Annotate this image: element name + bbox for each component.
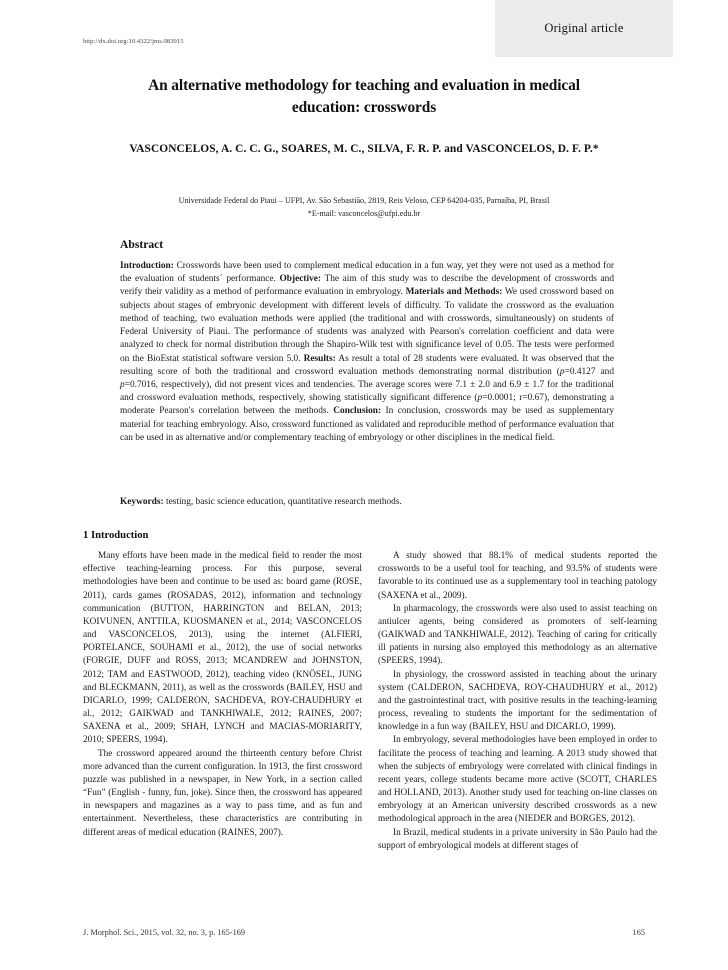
abstract-heading: Abstract [120, 238, 164, 251]
title-block [114, 75, 614, 119]
affiliation-text: Universidade Federal do Piaui – UFPI, Av. São Sebastião, 2819, Reis Veloso, CEP 64204-035, Parnaíba, PI, Brasil [178, 196, 550, 205]
article-type-label: Original article [544, 21, 624, 35]
introduction-column-right [378, 550, 657, 853]
abstract-text: Introduction: Crosswords have been used to complement medical education in a fun way, yet they were not used as a method for the evaluation of students´ performance. Objective: The aim of this study was to describe the development of crosswords and verify their validity as a method of performance evaluation in embryology. Materials and Methods: We used crossword based on subjects about stages of embryonic development with different levels of difficulty. To validate the crossword as the evaluation method of teaching, two evaluation methods were applied (the traditional and with crosswords, simultaneously) on students of Federal University of Piaui. The performance of students was analyzed with Pearson's correlation coefficient and data were analyzed to check for normal distribution through the Shapiro-Wilk test with significance level of 0.05. The tests were performed on the BioEstat statistical software version 5.0. Results: As result a total of 28 students were evaluated. It was observed that the resulting score of both the traditional and crossword evaluation methods demonstrating normal distribution (p=0.4127 and p=0.7016, respectively), did not present vices and tendencies. The average scores were 7.1 ± 2.0 and 6.9 ± 1.7 for the traditional and crossword evaluation methods, respectively, showing statistically significant difference (p=0.0001; r=0.67), demonstrating a moderate Pearson's correlation between the methods. Conclusion: In conclusion, crosswords may be used as supplementary material for teaching embryology. Also, crossword functioned as validated and reproducible method of performance evaluation that can be used in as alternative and/or complementary teaching of embryology or other disciplines in the medical field. [120, 261, 614, 443]
keywords-text: testing, basic science education, quantitative research methods. [165, 497, 402, 507]
footer-page-number: 165 [632, 928, 645, 937]
doi-link[interactable]: http://dx.doi.org/10.4322/jms.083915 [83, 38, 184, 45]
footer-citation: J. Morphol. Sci., 2015, vol. 32, no. 3, p. 165-169 [83, 928, 246, 937]
body-paragraph: A study showed that 88.1% of medical students reported the crosswords to be a useful tool for teaching, and 93.5% of students were favorable to its continued use as a supplementary tool in teaching patology (SAXENA et al., 2009). [378, 551, 657, 601]
body-paragraph: In pharmacology, the crosswords were also used to assist teaching on antiulcer agents, being considered as promoters of self-learning (GAIKWAD and TANKHIWALE, 2012). Teaching of caring for critically ill patients in nursing also employed this methodology as an alternative (SPEERS, 1994). [378, 603, 657, 667]
introduction-heading: 1 Introduction [83, 530, 149, 541]
authors-list: VASCONCELOS, A. C. C. G., SOARES, M. C., SILVA, F. R. P. and VASCONCELOS, D. F. P.* [129, 143, 599, 155]
page-title: An alternative methodology for teaching and evaluation in medical education: crosswords [148, 77, 580, 116]
abstract-section [120, 238, 614, 445]
authors-block [94, 141, 634, 159]
keywords-label: Keywords: [120, 497, 164, 507]
body-paragraph: The crossword appeared around the thirteenth century before Christ more advanced than the current configuration. In 1913, the first crossword puzzle was published in a newspaper, in New York, in a section called “Fun” (English - funny, fun, joke). Since then, the crossword has appeared in newspapers and magazines as a way to pass time, and as fun and entertainment. Nevertheless, these characteristics are contributing in different areas of medical education (RAINES, 2007). [83, 748, 362, 838]
body-paragraph: Many efforts have been made in the medical field to render the most effective teaching-learning process. For this purpose, several methodologies have been and continue to be used as: board game (ROSE, 2011), cards games (ROSADAS, 2012), information and technology communication (BUTTON, HARRINGTON and BELAN, 2013; KOIVUNEN, ANTTILA, KUOSMANEN et al., 2014; VASCONCELOS and VASCONCELOS, 2013), using the internet (ALFIERI, PORTELANCE, SOUHAMI et al., 2012), the use of social networks (FORGIE, DUFF and ROSS, 2013; MCANDREW and JOHNSTON, 2012; TAM and EASTWOOD, 2012), teaching video (KNÖSEL, JUNG and BLECKMANN, 2011), as well as the crosswords (BAILEY, HSU and DICARLO, 1999; CALDERON, SACHDEVA, ROY-CHAUDHURY et al., 2012; GAIKWAD and TANKHIWALE, 2012; RAINES, 2007; SAXENA et al., 2009; SHAH, LYNCH and MACIAS-MORIARITY, 2010; SPEERS, 1994). [83, 551, 362, 746]
keywords-line [120, 496, 614, 509]
body-paragraph: In embryology, several methodologies have been employed in order to facilitate the process of teaching and learning. A 2013 study showed that when the subjects of embryology were correlated with clinical findings in recent years, college students became more active (SCOTT, CHARLES and HOLLAND, 2013). Another study used for teaching on-line classes on embryology at an American university described crosswords as a new methodological approach in the area (NIEDER and BORGES, 2012). [378, 735, 657, 825]
body-paragraph: In Brazil, medical students in a private university in São Paulo had the support of embryological models at different stages of [378, 827, 657, 851]
article-type-badge [495, 0, 673, 57]
body-paragraph: In physiology, the crossword assisted in teaching about the urinary system (CALDERON, SACHDEVA, ROY-CHAUDHURY et al., 2012) and the gastrointestinal tract, with positive results in the teaching-learning process, revealing to students the important for the sedimentation of knowledge in a fun way (BAILEY, HSU and DICARLO, 1999). [378, 669, 657, 733]
affiliation-block [64, 194, 664, 220]
introduction-column-left [83, 550, 362, 840]
corresponding-email[interactable]: *E-mail: vasconcelos@ufpi.edu.br [307, 209, 421, 219]
